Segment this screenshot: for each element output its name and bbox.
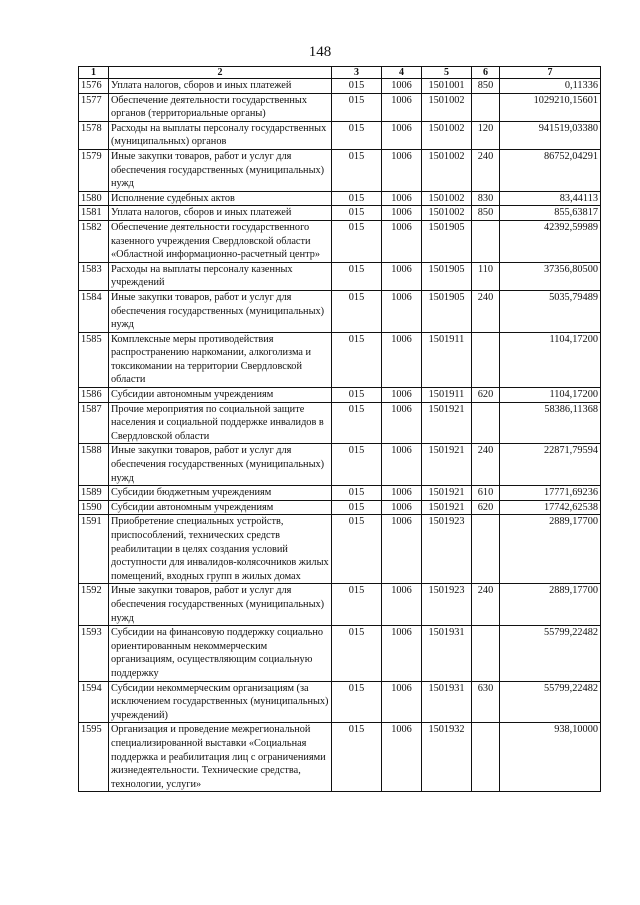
row-number: 1595 (79, 723, 109, 792)
row-code-6 (472, 402, 500, 444)
row-code-5: 1501932 (422, 723, 472, 792)
row-code-6: 240 (472, 149, 500, 191)
row-code-4: 1006 (382, 515, 422, 584)
row-name: Субсидии автономным учреждениям (109, 500, 332, 515)
row-name: Обеспечение деятельности государственных органов (территориальные органы) (109, 93, 332, 121)
row-code-6: 620 (472, 500, 500, 515)
row-name: Расходы на выплаты персоналу казенных учреждений (109, 262, 332, 290)
row-name: Расходы на выплаты персоналу государственных (муниципальных) органов (109, 121, 332, 149)
row-code-5: 1501931 (422, 681, 472, 723)
row-number: 1576 (79, 79, 109, 94)
row-code-6 (472, 93, 500, 121)
row-name: Иные закупки товаров, работ и услуг для обеспечения государственных (муниципальных) нужд (109, 149, 332, 191)
row-name: Приобретение специальных устройств, приспособлений, технических средств реабилитации в целях создания условий доступности для инвалидов-колясочников жилых помещений, входных групп в жилых домах (109, 515, 332, 584)
row-code-6: 850 (472, 206, 500, 221)
table-row (79, 626, 601, 681)
row-amount: 42392,59989 (500, 220, 601, 262)
row-name: Комплексные меры противодействия распространению наркомании, алкоголизма и токсикомании на территории Свердловской области (109, 332, 332, 387)
row-code-4: 1006 (382, 584, 422, 626)
table-row (79, 500, 601, 515)
row-code-4: 1006 (382, 486, 422, 501)
row-code-3: 015 (332, 93, 382, 121)
row-name: Субсидии автономным учреждениям (109, 388, 332, 403)
table-row (79, 402, 601, 444)
row-code-3: 015 (332, 681, 382, 723)
row-code-5: 1501911 (422, 388, 472, 403)
row-number: 1590 (79, 500, 109, 515)
row-code-5: 1501001 (422, 79, 472, 94)
row-amount: 83,44113 (500, 191, 601, 206)
row-code-3: 015 (332, 444, 382, 486)
row-code-3: 015 (332, 121, 382, 149)
table-row (79, 681, 601, 723)
table-row (79, 206, 601, 221)
row-number: 1587 (79, 402, 109, 444)
row-code-6: 110 (472, 262, 500, 290)
row-code-3: 015 (332, 723, 382, 792)
table-row (79, 93, 601, 121)
row-number: 1592 (79, 584, 109, 626)
row-code-4: 1006 (382, 149, 422, 191)
table-row (79, 486, 601, 501)
row-code-4: 1006 (382, 332, 422, 387)
row-code-3: 015 (332, 220, 382, 262)
row-number: 1577 (79, 93, 109, 121)
row-code-5: 1501921 (422, 402, 472, 444)
row-number: 1588 (79, 444, 109, 486)
row-code-6: 630 (472, 681, 500, 723)
column-header-5: 5 (422, 67, 472, 79)
row-code-6 (472, 723, 500, 792)
table-row (79, 290, 601, 332)
row-code-4: 1006 (382, 262, 422, 290)
row-amount: 22871,79594 (500, 444, 601, 486)
row-amount: 58386,11368 (500, 402, 601, 444)
row-amount: 86752,04291 (500, 149, 601, 191)
row-number: 1584 (79, 290, 109, 332)
row-code-4: 1006 (382, 402, 422, 444)
row-code-6: 240 (472, 444, 500, 486)
row-code-6: 620 (472, 388, 500, 403)
row-name: Иные закупки товаров, работ и услуг для обеспечения государственных (муниципальных) нужд (109, 584, 332, 626)
row-number: 1583 (79, 262, 109, 290)
column-header-4: 4 (382, 67, 422, 79)
row-code-4: 1006 (382, 79, 422, 94)
row-code-4: 1006 (382, 681, 422, 723)
row-name: Организация и проведение межрегиональной специализированной выставки «Социальная поддержка и реабилитация лиц с ограничениями жизнедеятельности. Технические средства, технологии, услуги» (109, 723, 332, 792)
row-code-6: 120 (472, 121, 500, 149)
row-amount: 55799,22482 (500, 626, 601, 681)
row-code-6 (472, 626, 500, 681)
row-amount: 2889,17700 (500, 584, 601, 626)
column-header-2: 2 (109, 67, 332, 79)
row-amount: 855,63817 (500, 206, 601, 221)
row-code-4: 1006 (382, 93, 422, 121)
row-code-5: 1501921 (422, 500, 472, 515)
row-number: 1586 (79, 388, 109, 403)
row-amount: 941519,03380 (500, 121, 601, 149)
row-code-4: 1006 (382, 206, 422, 221)
row-code-5: 1501905 (422, 262, 472, 290)
table-row (79, 723, 601, 792)
row-code-6 (472, 515, 500, 584)
row-name: Прочие мероприятия по социальной защите населения и социальной поддержке инвалидов в Свердловской области (109, 402, 332, 444)
row-code-5: 1501931 (422, 626, 472, 681)
header-row (79, 67, 601, 79)
row-code-3: 015 (332, 486, 382, 501)
column-header-7: 7 (500, 67, 601, 79)
row-name: Обеспечение деятельности государственного казенного учреждения Свердловской области «Областной информационно-расчетный центр» (109, 220, 332, 262)
table-row (79, 388, 601, 403)
row-number: 1589 (79, 486, 109, 501)
row-code-3: 015 (332, 262, 382, 290)
row-code-4: 1006 (382, 220, 422, 262)
row-amount: 55799,22482 (500, 681, 601, 723)
row-code-5: 1501921 (422, 444, 472, 486)
column-header-3: 3 (332, 67, 382, 79)
row-name: Уплата налогов, сборов и иных платежей (109, 206, 332, 221)
row-code-6 (472, 332, 500, 387)
row-name: Исполнение судебных актов (109, 191, 332, 206)
page-number: 148 (308, 44, 332, 60)
table-body (79, 79, 601, 792)
row-code-5: 1501002 (422, 121, 472, 149)
row-number: 1580 (79, 191, 109, 206)
row-code-5: 1501002 (422, 191, 472, 206)
row-code-6 (472, 220, 500, 262)
row-code-3: 015 (332, 290, 382, 332)
row-name: Субсидии на финансовую поддержку социально ориентированным некоммерческим организациям, осуществляющим социальную поддержку (109, 626, 332, 681)
row-code-4: 1006 (382, 191, 422, 206)
row-code-5: 1501923 (422, 515, 472, 584)
row-name: Иные закупки товаров, работ и услуг для обеспечения государственных (муниципальных) нужд (109, 290, 332, 332)
row-amount: 1104,17200 (500, 332, 601, 387)
row-code-3: 015 (332, 79, 382, 94)
budget-table (78, 66, 601, 792)
column-header-1: 1 (79, 67, 109, 79)
row-code-6: 240 (472, 584, 500, 626)
row-code-6: 240 (472, 290, 500, 332)
row-code-4: 1006 (382, 723, 422, 792)
table-row (79, 515, 601, 584)
row-number: 1579 (79, 149, 109, 191)
table-row (79, 220, 601, 262)
row-code-4: 1006 (382, 626, 422, 681)
table-row (79, 191, 601, 206)
row-code-4: 1006 (382, 500, 422, 515)
table-row (79, 262, 601, 290)
row-amount: 0,11336 (500, 79, 601, 94)
row-code-3: 015 (332, 584, 382, 626)
row-code-3: 015 (332, 515, 382, 584)
row-code-4: 1006 (382, 444, 422, 486)
row-amount: 37356,80500 (500, 262, 601, 290)
table-row (79, 332, 601, 387)
column-header-6: 6 (472, 67, 500, 79)
row-name: Уплата налогов, сборов и иных платежей (109, 79, 332, 94)
table-row (79, 444, 601, 486)
row-name: Субсидии бюджетным учреждениям (109, 486, 332, 501)
row-code-5: 1501905 (422, 220, 472, 262)
table-row (79, 149, 601, 191)
row-number: 1593 (79, 626, 109, 681)
row-code-5: 1501923 (422, 584, 472, 626)
row-code-5: 1501911 (422, 332, 472, 387)
row-code-6: 610 (472, 486, 500, 501)
row-amount: 2889,17700 (500, 515, 601, 584)
row-code-5: 1501002 (422, 149, 472, 191)
row-code-3: 015 (332, 206, 382, 221)
row-code-3: 015 (332, 191, 382, 206)
row-number: 1591 (79, 515, 109, 584)
row-code-3: 015 (332, 402, 382, 444)
row-code-3: 015 (332, 626, 382, 681)
row-amount: 17771,69236 (500, 486, 601, 501)
row-number: 1582 (79, 220, 109, 262)
row-code-3: 015 (332, 332, 382, 387)
row-amount: 938,10000 (500, 723, 601, 792)
row-code-3: 015 (332, 149, 382, 191)
row-number: 1578 (79, 121, 109, 149)
row-code-4: 1006 (382, 290, 422, 332)
row-code-4: 1006 (382, 121, 422, 149)
row-code-4: 1006 (382, 388, 422, 403)
row-code-3: 015 (332, 500, 382, 515)
row-code-5: 1501002 (422, 206, 472, 221)
row-code-5: 1501002 (422, 93, 472, 121)
table-row (79, 584, 601, 626)
row-name: Иные закупки товаров, работ и услуг для обеспечения государственных (муниципальных) нужд (109, 444, 332, 486)
row-number: 1594 (79, 681, 109, 723)
row-code-3: 015 (332, 388, 382, 403)
table-row (79, 121, 601, 149)
row-number: 1585 (79, 332, 109, 387)
row-code-6: 830 (472, 191, 500, 206)
row-name: Субсидии некоммерческим организациям (за исключением государственных (муниципальных) учреждений) (109, 681, 332, 723)
row-amount: 1029210,15601 (500, 93, 601, 121)
row-amount: 17742,62538 (500, 500, 601, 515)
row-number: 1581 (79, 206, 109, 221)
row-code-5: 1501921 (422, 486, 472, 501)
table-row (79, 79, 601, 94)
row-code-6: 850 (472, 79, 500, 94)
row-amount: 1104,17200 (500, 388, 601, 403)
row-code-5: 1501905 (422, 290, 472, 332)
row-amount: 5035,79489 (500, 290, 601, 332)
